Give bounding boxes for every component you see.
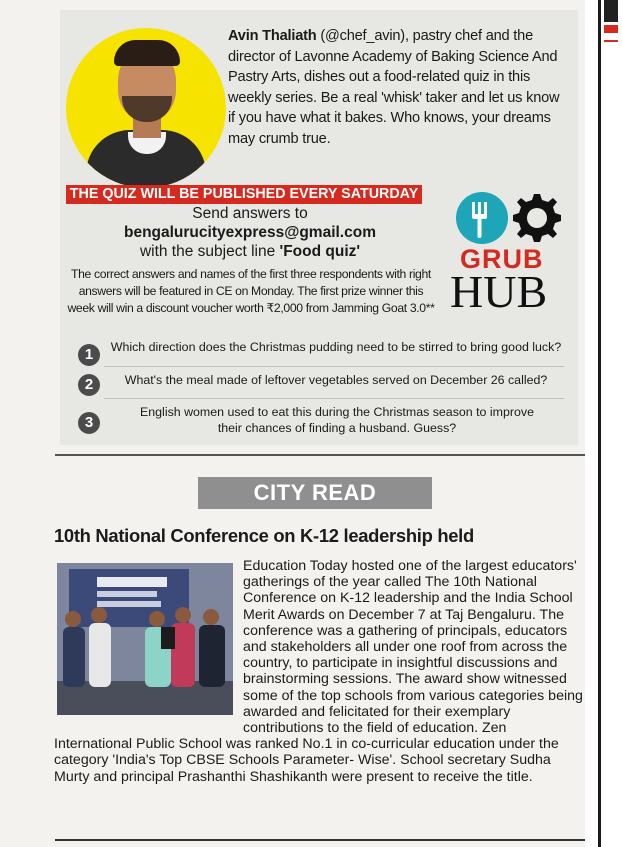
question-2-text: What's the meal made of leftover vegetables served on December 26 called? bbox=[124, 373, 548, 387]
adjacent-page-edge bbox=[585, 0, 622, 847]
chef-bio-text: (@chef_avin), pastry chef and the director of Lavonne Academy of Baking Science And Pastry Arts, dishes out a food-related quiz in this weekly series. Be a real 'whisk' taker and let us know if you have what it bakes. Who knows, your dreams may crumb true. bbox=[228, 28, 560, 147]
question-divider bbox=[104, 366, 564, 367]
adjacent-page-mark bbox=[604, 0, 618, 22]
chef-name: Avin Thaliath bbox=[228, 28, 317, 44]
article-headline: 10th National Conference on K-12 leadership held bbox=[54, 525, 474, 546]
article-body bbox=[54, 558, 584, 785]
question-3-text: English women used to eat this during the Christmas season to improve their chances of finding a husband. Guess? bbox=[140, 405, 534, 435]
question-divider bbox=[104, 398, 564, 399]
adjacent-page-red-mark bbox=[604, 25, 618, 33]
schedule-banner: THE QUIZ WILL BE PUBLISHED EVERY SATURDAY bbox=[66, 185, 422, 204]
article-text: Education Today hosted one of the largest educators' gatherings of the year called The 10th National Conference on K-12 leadership and the India School Merit Awards on December 7 at Taj Bengaluru. The conference was a gathering of principals, educators and stakeholders all under one roof from across the country, to participate in insightful discussions and brainstorming sessions. The award show witnessed some of the top schools from various categories being awarded and felicitated for their exemplary contributions to the field of education. Zen International Public School was ranked No.1 in co-curricular education under the category 'India's Top CBSE Schools Parameter- Wise'. School secretary Sudha Murty and principal Prashanthi Shashikanth were present to receive the title. bbox=[54, 558, 583, 785]
prize-fine-print: The correct answers and names of the first three respondents with right answers will be featured in CE on Monday. The first prize winner this week will win a discount voucher worth ₹2,000 from Jamming Goat 3.0** bbox=[67, 267, 435, 315]
chef-photo-hair bbox=[114, 40, 180, 66]
logo-word-hub: HUB bbox=[450, 266, 548, 317]
question-1-text: Which direction does the Christmas pudding need to be stirred to bring good luck? bbox=[110, 340, 562, 354]
subject-value: 'Food quiz' bbox=[279, 243, 361, 260]
subject-line-prefix: with the subject line bbox=[139, 243, 280, 260]
subject-line bbox=[90, 242, 410, 261]
logo-word-grub: GRUB bbox=[460, 244, 544, 274]
question-number-1: 1 bbox=[78, 344, 100, 366]
adjacent-page-red-line bbox=[604, 40, 618, 42]
adjacent-page-rule bbox=[598, 0, 601, 847]
submission-instructions bbox=[90, 204, 410, 261]
send-answers-label: Send answers to bbox=[192, 205, 308, 222]
question-number-3: 3 bbox=[78, 412, 100, 434]
question-number-2: 2 bbox=[78, 374, 100, 396]
section-divider bbox=[55, 454, 585, 456]
section-label: CITY READ bbox=[198, 477, 432, 509]
bottom-rule bbox=[55, 839, 585, 841]
chef-bio bbox=[228, 26, 568, 150]
photo-wrap-space bbox=[54, 558, 243, 721]
submission-email: bengalurucityexpress@gmail.com bbox=[123, 224, 376, 241]
